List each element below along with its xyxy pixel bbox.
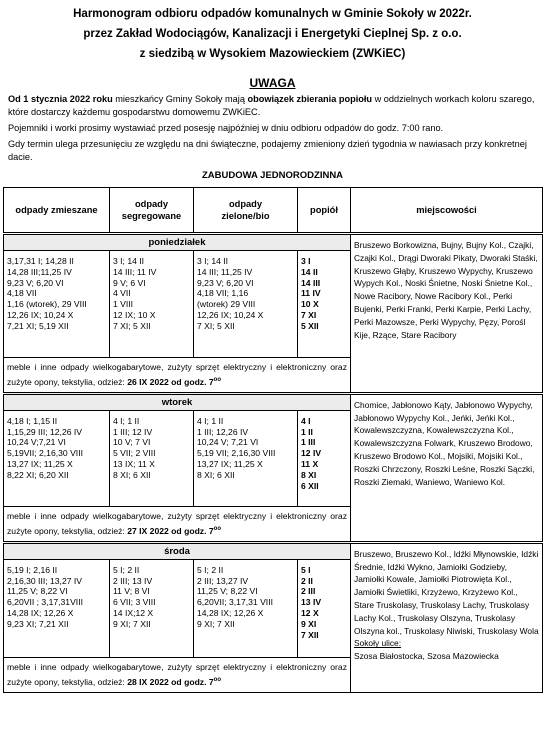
date-entry: 6 XII: [301, 480, 319, 491]
notice-paragraph-2: Pojemniki i worki prosimy wystawiać przed posesję najpóźniej w dniu odbioru odpadów do godz. 7:00 rano.: [8, 123, 444, 133]
date-entry: 6,20VII ; 3,17,31VIII: [7, 597, 83, 608]
date-entry: 1 III; 12,26 IV: [197, 426, 249, 437]
date-entry: 3 I; 14 II: [113, 256, 145, 266]
title-line-1: Harmonogram odbioru odpadów komunalnych w Gminie Sokoły w 2022r.: [73, 8, 472, 20]
date-entry: 5 I; 2 II: [113, 564, 140, 575]
date-entry: 1,15,29 III; 12,26 IV: [7, 426, 83, 437]
date-entry: 14,28 IX; 12,26 X: [197, 607, 264, 618]
date-entry: 8 XI; 6 XII: [113, 469, 151, 480]
date-entry: 5 I; 2 II: [197, 564, 224, 575]
date-entry: 5,19 VII; 2,16,30 VIII: [197, 448, 276, 459]
date-entry: 3,17,31 I; 14,28 II: [7, 256, 74, 266]
bulky-waste-note-wednesday: meble i inne odpady wielkogabarytowe, zużyty sprzęt elektryczny i elektroniczny oraz zużyte opony, tekstylia, odzież: 28 IX 2022 od godz. $7^{oo}$: [4, 657, 351, 692]
day-label-tuesday: wtorek: [4, 393, 351, 410]
ash-dates-wednesday: [298, 559, 351, 657]
date-entry: 14 III: [301, 277, 321, 288]
mixed-dates-wednesday: [4, 559, 110, 657]
notice-paragraph-3: Gdy termin ulega przesunięciu ze względu na dni świąteczne, podajemy zmieniony dzień tygodnia w nawiasach przy konkretnej dacie.: [8, 139, 527, 162]
date-entry: 1 III; 12 IV: [113, 426, 153, 437]
streets-list: Szosa Białostocka, Szosa Mazowiecka: [354, 651, 499, 662]
col-header-green: odpady zielone/bio: [194, 188, 298, 234]
date-entry: 10 V; 7 VI: [113, 437, 151, 448]
date-entry: 12 IX; 10 X: [113, 309, 156, 320]
places-monday: Bruszewo Borkowizna, Bujny, Bujny Kol., Czajki, Czajki Kol., Drągi Dworaki Pikaty, Dworaki Staśki, Kruszewo Głąby, Kruszewo Wypychy, Kruszewo Wypych Kol., Noski Śnietne, Noski Śnietne Kol., Nowe Racibory, Nowe Racibory Kol., Perki Bujenki, Perki Franki, Perki Karpie, Perki Lachy, Perki Mazowsze, Perki Wypychy, Pęzy, Porośl Kije, Rzące, Stare Racibory: [351, 234, 543, 394]
day-label-monday: poniedziałek: [4, 234, 351, 251]
date-entry: 12,26 IX; 10,24 X: [197, 309, 264, 320]
bulky-waste-note-monday: meble i inne odpady wielkogabarytowe, zużyty sprzęt elektryczny i elektroniczny oraz zużyte opony, tekstylia, odzież: 26 IX 2022 od godz. $7^{oo}$: [4, 358, 351, 394]
date-entry: 9,23 V; 6,20 VI: [197, 277, 254, 288]
day-row-tuesday: [4, 393, 543, 410]
date-entry: 6,20VII; 3,17,31 VIII: [197, 597, 273, 608]
col-header-places: miejscowości: [351, 188, 543, 234]
green-dates-monday: [194, 251, 298, 358]
uwaga-heading: UWAGA: [249, 76, 296, 90]
date-entry: 3 I; 14 II: [197, 256, 229, 266]
notice-date: Od 1 stycznia 2022 roku: [8, 94, 113, 104]
date-entry: 7,21 XI; 5,19 XII: [7, 320, 69, 331]
date-entry: 9 XI: [301, 618, 317, 629]
notice-text-a: mieszkańcy Gminy Sokoły mają: [112, 94, 248, 104]
places-wednesday: Bruszewo, Bruszewo Kol., Idźki Młynowskie, Idźki Średnie, Idźki Wykno, Jamiołki Godzieby, Jamiołki Kowale, Jamiołki Piotrowięta Kol., Jamiołki Świetliki, Krzyżewo, Krzyżewo Kol., Stare Truskolasy, Truskolasy Lachy, Truskolasy Lachy Kol., Truskolasy Olszyna, Truskolasy Olszyna kol., Truskolasy Niwiski, Truskolasy Wola Sokoły ulice: Szosa Białostocka, Szosa Mazowiecka: [351, 542, 543, 692]
date-entry: 3 I: [301, 256, 311, 266]
date-entry: 2 III; 13,27 IV: [197, 575, 249, 586]
date-entry: 9,23 V; 6,20 VI: [7, 277, 64, 288]
date-entry: 14 III; 11 IV: [113, 266, 157, 277]
date-entry: 10,24 V; 7,21 VI: [197, 437, 259, 448]
notice-paragraph-1: [8, 93, 538, 118]
date-entry: 13,27 IX; 11,25 X: [197, 459, 263, 470]
streets-label: Sokoły ulice:: [354, 638, 402, 649]
date-entry: 2 III; 13 IV: [113, 575, 153, 586]
date-entry: 8 XI; 6 XII: [197, 469, 235, 480]
section-title: ZABUDOWA JEDNORODZINNA: [201, 170, 344, 181]
notice-obligation: obowiązek zbierania popiołu: [247, 94, 373, 104]
date-entry: 8 XI: [301, 469, 317, 480]
date-entry: 5 I: [301, 564, 311, 575]
col-header-segregated: odpady segregowane: [110, 188, 194, 234]
title-line-2: przez Zakład Wodociągów, Kanalizacji i Energetyki Cieplnej Sp. z o.o.: [83, 28, 462, 40]
date-entry: 14 II: [301, 266, 318, 277]
date-entry: 10,24 V;7,21 VI: [7, 437, 66, 448]
date-entry: 11,25 V; 8,22 VI: [197, 586, 258, 597]
date-entry: 7 XI: [301, 309, 317, 320]
schedule-table: [3, 187, 543, 693]
date-entry: 2 III: [301, 586, 316, 597]
date-entry: 7 XI; 5 XII: [197, 320, 235, 331]
date-entry: 9 V; 6 VI: [113, 277, 146, 288]
date-entry: 9 XI; 7 XII: [113, 618, 151, 629]
segregated-dates-tuesday: [110, 410, 194, 506]
date-entry: 8,22 XI; 6,20 XII: [7, 469, 69, 480]
ash-dates-tuesday: [298, 410, 351, 506]
date-entry: 14,28 III;11,25 IV: [7, 266, 72, 277]
ash-dates-monday: [298, 251, 351, 358]
date-entry: 4,18 I; 1,15 II: [7, 415, 58, 426]
mixed-dates-tuesday: [4, 410, 110, 506]
green-dates-wednesday: [194, 559, 298, 657]
date-entry: 10 X: [301, 299, 319, 310]
date-entry: 14 III; 11,25 IV: [197, 266, 253, 277]
date-entry: 1 II: [301, 426, 313, 437]
bulky-waste-note-tuesday: meble i inne odpady wielkogabarytowe, zużyty sprzęt elektryczny i elektroniczny oraz zużyte opony, tekstylia, odzież: 27 IX 2022 od godz. $7^{oo}$: [4, 506, 351, 542]
date-entry: 14,28 IX; 12,26 X: [7, 607, 74, 618]
date-entry: 12 X: [301, 607, 319, 618]
date-entry: 4,18 VII; 1,16: [197, 288, 249, 299]
places-tuesday: Chomice, Jabłonowo Kąty, Jabłonowo Wypychy, Jabłonowo Wypychy Kol., Jeńki, Jeńki Kol., Kowalewszczyzna, Kowalewszczyzna Kol., Kowalewszczyzna Folwark, Kruszewo Brodowo, Kruszewo Brodowo Kol., Mojsiki, Mojsiki Kol., Roszki Chrzczony, Roszki Leśne, Roszki Sączki, Roszki Ziemaki, Waniewo, Waniewo Kol.: [351, 393, 543, 542]
date-entry: 12 IV: [301, 448, 322, 459]
col-header-mixed: odpady zmieszane: [4, 188, 110, 234]
mixed-dates-monday: [4, 251, 110, 358]
date-entry: 11 V; 8 VI: [113, 586, 150, 597]
date-entry: 4 I; 1 II: [113, 415, 140, 426]
date-entry: 4 I: [301, 415, 311, 426]
date-entry: 2 II: [301, 575, 313, 586]
notice-text-c: w oddzielnych workach koloru szarego, które dostarczy każdemu gospodarstwu domowemu ZWKiEC.: [8, 94, 535, 117]
date-entry: 5 VII; 2 VIII: [113, 448, 156, 459]
date-entry: 9,23 XI; 7,21 XII: [7, 618, 69, 629]
date-entry: (wtorek) 29 VIII: [197, 299, 256, 310]
segregated-dates-monday: [110, 251, 194, 358]
date-entry: 4,18 VII: [7, 288, 37, 299]
title-line-3: z siedzibą w Wysokiem Mazowieckiem (ZWKiEC): [139, 48, 406, 60]
date-entry: 4 VII: [113, 288, 131, 299]
date-entry: 12,26 IX; 10,24 X: [7, 309, 74, 320]
date-entry: 14 IX;12 X: [113, 607, 154, 618]
segregated-dates-wednesday: [110, 559, 194, 657]
date-entry: 1 VIII: [113, 299, 134, 310]
date-entry: 7 XII: [301, 629, 319, 640]
date-entry: 13,27 IX; 11,25 X: [7, 459, 73, 470]
green-dates-tuesday: [194, 410, 298, 506]
date-entry: 6 VII; 3 VIII: [113, 597, 156, 608]
date-entry: 2,16,30 III; 13,27 IV: [7, 575, 83, 586]
date-entry: 5,19 I; 2,16 II: [7, 564, 58, 575]
header-row: [4, 188, 543, 234]
day-label-wednesday: środa: [4, 542, 351, 559]
day-row-monday: [4, 234, 543, 251]
date-entry: 7 XI; 5 XII: [113, 320, 151, 331]
date-entry: 11 X: [301, 459, 319, 470]
date-entry: 4 I; 1 II: [197, 415, 224, 426]
date-entry: 5 XII: [301, 320, 319, 331]
date-entry: 1,16 (wtorek), 29 VIII: [7, 299, 87, 310]
day-row-wednesday: [4, 542, 543, 559]
col-header-ash: popiół: [298, 188, 351, 234]
date-entry: 9 XI; 7 XII: [197, 618, 235, 629]
date-entry: 13 IV: [301, 597, 322, 608]
date-entry: 11 IV: [301, 288, 321, 299]
date-entry: 11,25 V; 8,22 VI: [7, 586, 68, 597]
date-entry: 5,19VII; 2,16,30 VIII: [7, 448, 83, 459]
date-entry: 13 IX; 11 X: [113, 459, 155, 470]
date-entry: 1 III: [301, 437, 316, 448]
